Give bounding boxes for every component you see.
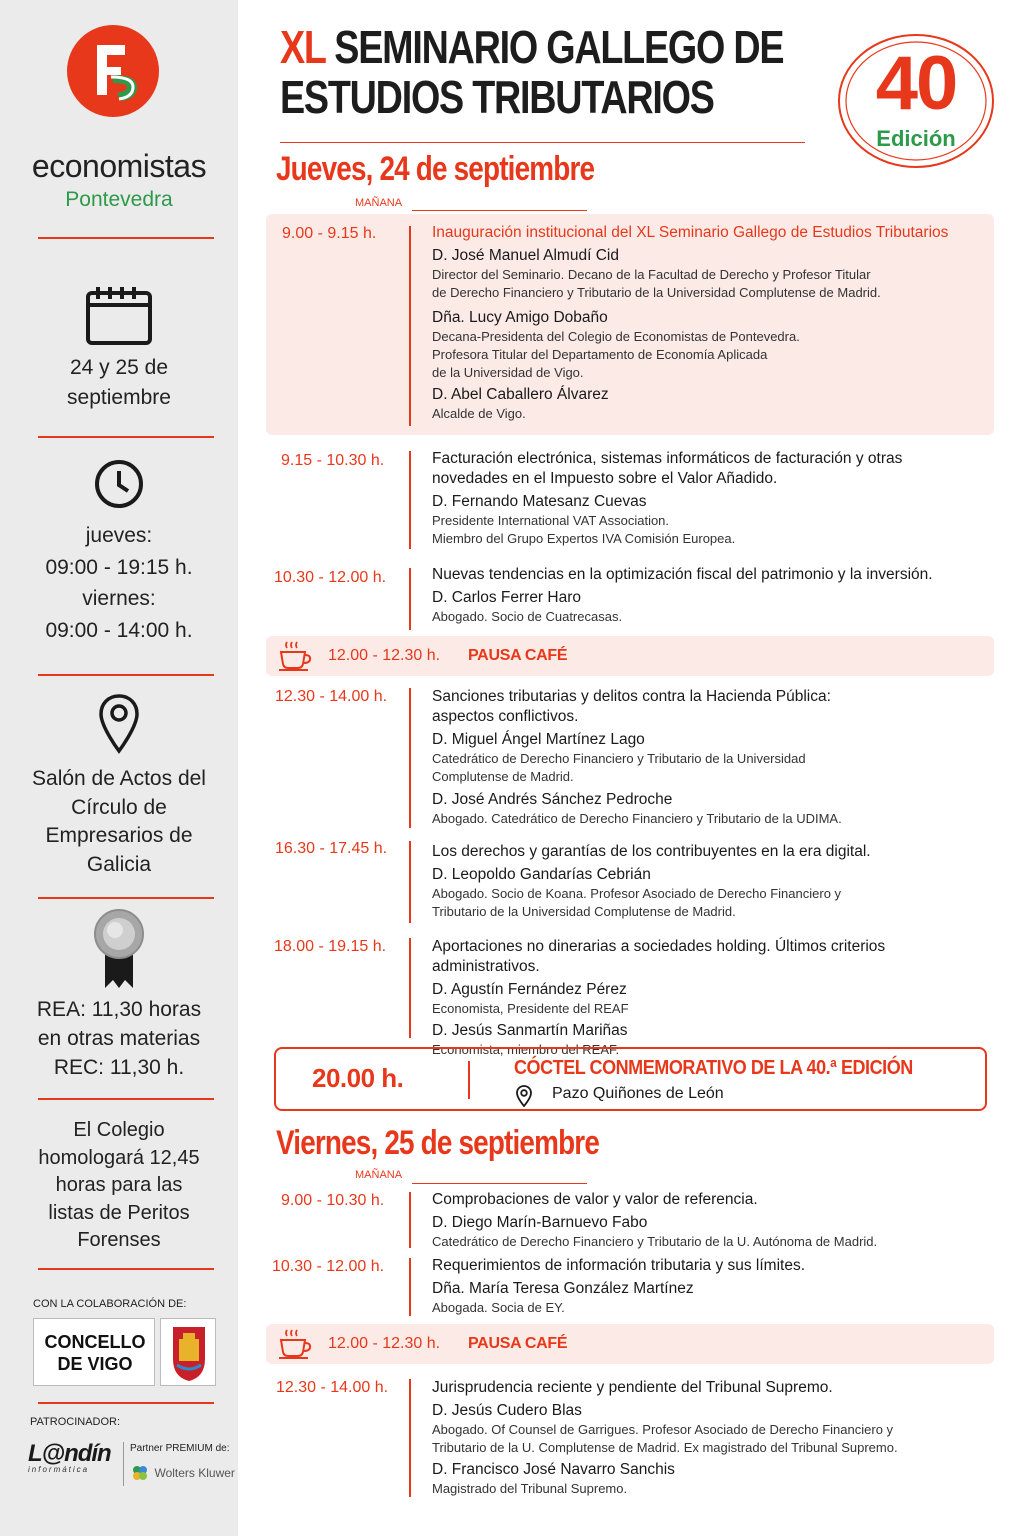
session-topic: Facturación electrónica, sistemas informáticos de facturación y otras — [432, 450, 903, 467]
sidebar — [0, 0, 238, 1536]
divider — [38, 674, 214, 676]
session-time: 9.00 - 10.30 h. — [281, 1192, 385, 1209]
session-time: 18.00 - 19.15 h. — [274, 938, 387, 955]
coffee-break — [266, 636, 994, 676]
coffee-cup-icon — [278, 1328, 314, 1365]
partner-label: Partner PREMIUM de: — [130, 1443, 230, 1454]
landin-logo: L@ndín informática — [28, 1440, 111, 1474]
cocktail-time: 20.00 h. — [312, 1063, 404, 1093]
divider — [409, 451, 411, 549]
session-time: 10.30 - 12.00 h. — [274, 569, 387, 586]
cocktail-title: CÓCTEL CONMEMORATIVO DE LA 40.ª EDICIÓN — [514, 1057, 913, 1079]
speaker-name: D. Francisco José Navarro Sanchis — [432, 1461, 675, 1478]
homologation-note: El Colegio homologará 12,45 horas para las listas de Peritos Forenses — [38, 1119, 200, 1251]
session-topic: Los derechos y garantías de los contribuyentes en la era digital. — [432, 843, 871, 860]
divider — [468, 1061, 470, 1099]
title-rule — [280, 142, 805, 143]
divider — [412, 210, 587, 211]
divider — [38, 1268, 214, 1270]
session-requerimientos — [266, 1256, 994, 1318]
logo-sub: Pontevedra — [65, 188, 173, 211]
session-patrimonio — [266, 564, 994, 630]
session-time: 9.00 - 9.15 h. — [282, 225, 377, 242]
speaker-name: Dña. María Teresa González Martínez — [432, 1280, 694, 1297]
economistas-logo — [67, 25, 159, 117]
speaker-name: D. Abel Caballero Álvarez — [432, 386, 609, 403]
session-body: Sanciones tributarias y delitos contra la Hacienda Pública: aspectos conflictivos. D. Miguel Ángel Martínez Lago Catedrático de Derecho Financiero y Tributario de la Universidad Complutense de Madrid. D. José Andrés Sánchez Pedroche Abogado. Catedrático de Derecho Financiero y Tributario de la UDIMA. — [432, 687, 988, 828]
clock-icon — [0, 458, 238, 515]
wolters-kluwer-icon — [130, 1463, 150, 1483]
session-time: 10.30 - 12.00 h. — [272, 1258, 385, 1275]
session-body: Jurisprudencia reciente y pendiente del Tribunal Supremo. D. Jesús Cudero Blas Abogado. Of Counsel de Garrigues. Profesor Asociado de Derecho Financiero y Tributario de la U. Complutense de Madrid. Ex magistrado del Tribunal Supremo. D. Francisco José Navarro Sanchis Magistrado del Tribunal Supremo. — [432, 1378, 988, 1498]
divider — [38, 1098, 214, 1100]
session-topic: Comprobaciones de valor y valor de referencia. — [432, 1191, 758, 1208]
sponsor-label: PATROCINADOR: — [30, 1416, 121, 1428]
divider — [409, 841, 411, 923]
wolters-kluwer-logo: Wolters Kluwer — [130, 1463, 235, 1483]
speaker-name: D. Miguel Ángel Martínez Lago — [432, 731, 645, 748]
session-body: Facturación electrónica, sistemas informáticos de facturación y otras novedades en el Impuesto sobre el Valor Añadido. D. Fernando Matesanz Cuevas Presidente International VAT Association. Miembro del Grupo Expertos IVA Comisión Europea. — [432, 449, 988, 548]
edition-badge — [836, 32, 996, 170]
coffee-break-label: PAUSA CAFÉ — [468, 1335, 568, 1352]
divider — [123, 1442, 124, 1486]
speaker-name: D. José Manuel Almudí Cid — [432, 247, 619, 264]
session-body: Requerimientos de información tributaria y sus límites. Dña. María Teresa González Martínez Abogada. Socia de EY. — [432, 1256, 988, 1317]
day2-period: MAÑANA — [355, 1169, 403, 1181]
session-derechos — [266, 840, 994, 926]
divider — [409, 568, 411, 630]
session-aportaciones — [266, 936, 994, 1057]
coffee-break-time: 12.00 - 12.30 h. — [328, 1335, 441, 1352]
session-topic: Nuevas tendencias en la optimización fiscal del patrimonio y la inversión. — [432, 566, 933, 583]
day1-period: MAÑANA — [355, 197, 403, 209]
session-time: 12.30 - 14.00 h. — [275, 688, 388, 705]
divider — [409, 1192, 411, 1248]
coffee-break — [266, 1324, 994, 1364]
medal-icon — [0, 908, 238, 995]
session-topic: Inauguración institucional del XL Seminario Gallego de Estudios Tributarios — [432, 224, 949, 241]
divider — [38, 237, 214, 239]
session-time: 9.15 - 10.30 h. — [281, 452, 385, 469]
collaboration-label: CON LA COLABORACIÓN DE: — [33, 1298, 187, 1310]
coffee-cup-icon — [278, 640, 314, 677]
location-pin-icon — [0, 693, 238, 760]
day1-title: Jueves, 24 de septiembre — [276, 150, 595, 188]
speaker-name: D. Diego Marín-Barnuevo Fabo — [432, 1214, 648, 1231]
session-sanciones — [266, 686, 994, 830]
speaker-name: D. Leopoldo Gandarías Cebrián — [432, 866, 651, 883]
session-topic: Requerimientos de información tributaria y sus límites. — [432, 1257, 806, 1274]
badge-label: Edición — [876, 126, 956, 151]
location-pin-icon — [516, 1085, 532, 1112]
speaker-name: Dña. Lucy Amigo Dobaño — [432, 309, 608, 326]
divider — [38, 436, 214, 438]
divider — [409, 1258, 411, 1316]
event-venue: Salón de Actos del Círculo de Empresarios de Galicia — [32, 767, 206, 876]
session-body: Nuevas tendencias en la optimización fiscal del patrimonio y la inversión. D. Carlos Ferrer Haro Abogado. Socio de Cuatrecasas. — [432, 565, 988, 626]
seminar-title: XL SEMINARIO GALLEGO DE ESTUDIOS TRIBUTARIOS — [280, 21, 784, 123]
badge-number: 40 — [875, 41, 957, 126]
coffee-break-label: PAUSA CAFÉ — [468, 647, 568, 664]
title-xl: XL — [280, 21, 326, 73]
session-topic: Aportaciones no dinerarias a sociedades holding. Últimos criterios administrativos. — [432, 938, 886, 975]
session-body: Comprobaciones de valor y valor de referencia. D. Diego Marín-Barnuevo Fabo Catedrático de Derecho Financiero y Tributario de la U. Autónoma de Madrid. — [432, 1190, 988, 1251]
event-hours: jueves: 09:00 - 19:15 h. viernes: 09:00 - 14:00 h. — [45, 524, 193, 642]
session-facturacion — [266, 447, 994, 551]
session-body: Inauguración institucional del XL Seminario Gallego de Estudios Tributarios D. José Manuel Almudí Cid Director del Seminario. Decano de la Facultad de Derecho y Profesor Titular de Derecho Financiero y Tributario de la Universidad Complutense de Madrid. Dña. Lucy Amigo Dobaño Decana-Presidenta del Colegio de Economistas de Pontevedra. Profesora Titular del Departamento de Economía Aplicada de la Universidad de Vigo. D. Abel Caballero Álvarez Alcalde de Vigo. — [432, 223, 988, 423]
session-time: 12.30 - 14.00 h. — [276, 1379, 389, 1396]
divider — [38, 897, 214, 899]
divider — [38, 1402, 214, 1404]
divider — [409, 1379, 411, 1497]
session-topic: Sanciones tributarias y delitos contra la Hacienda Pública: — [432, 688, 831, 705]
session-inauguration — [266, 214, 994, 435]
divider — [409, 938, 411, 1038]
divider — [412, 1183, 587, 1184]
calendar-icon — [0, 285, 238, 352]
divider — [409, 688, 411, 828]
coffee-break-time: 12.00 - 12.30 h. — [328, 647, 441, 664]
cocktail-place: Pazo Quiñones de León — [552, 1085, 724, 1102]
concello-vigo-logo: CONCELLO DE VIGO — [33, 1318, 155, 1386]
speaker-name: D. Jesús Cudero Blas — [432, 1402, 582, 1419]
session-topic: Jurisprudencia reciente y pendiente del Tribunal Supremo. — [432, 1379, 833, 1396]
vigo-coat-of-arms-icon — [160, 1318, 216, 1386]
cocktail-event — [274, 1047, 987, 1111]
speaker-name: D. Fernando Matesanz Cuevas — [432, 493, 647, 510]
speaker-name: D. Agustín Fernández Pérez — [432, 981, 627, 998]
event-dates: 24 y 25 de septiembre — [67, 356, 171, 409]
session-comprobaciones — [266, 1190, 994, 1250]
divider — [409, 226, 411, 426]
session-jurisprudencia — [266, 1377, 994, 1499]
speaker-name: D. José Andrés Sánchez Pedroche — [432, 791, 673, 808]
day2-title: Viernes, 25 de septiembre — [276, 1124, 600, 1162]
session-body: Los derechos y garantías de los contribuyentes en la era digital. D. Leopoldo Gandarías Cebrián Abogado. Socio de Koana. Profesor Asociado de Derecho Financiero y Tributario de la Universidad Complutense de Madrid. — [432, 842, 988, 921]
session-time: 16.30 - 17.45 h. — [275, 840, 388, 857]
session-body: Aportaciones no dinerarias a sociedades holding. Últimos criterios administrativos. D. Agustín Fernández Pérez Economista, Presidente del REAF D. Jesús Sanmartín Mariñas Economista, miembro del REAF. — [432, 937, 988, 1059]
speaker-name: D. Carlos Ferrer Haro — [432, 589, 581, 606]
credits: REA: 11,30 horas en otras materias REC: 11,30 h. — [36, 998, 202, 1079]
speaker-name: D. Jesús Sanmartín Mariñas — [432, 1022, 628, 1039]
logo-name: economistas — [31, 148, 207, 184]
